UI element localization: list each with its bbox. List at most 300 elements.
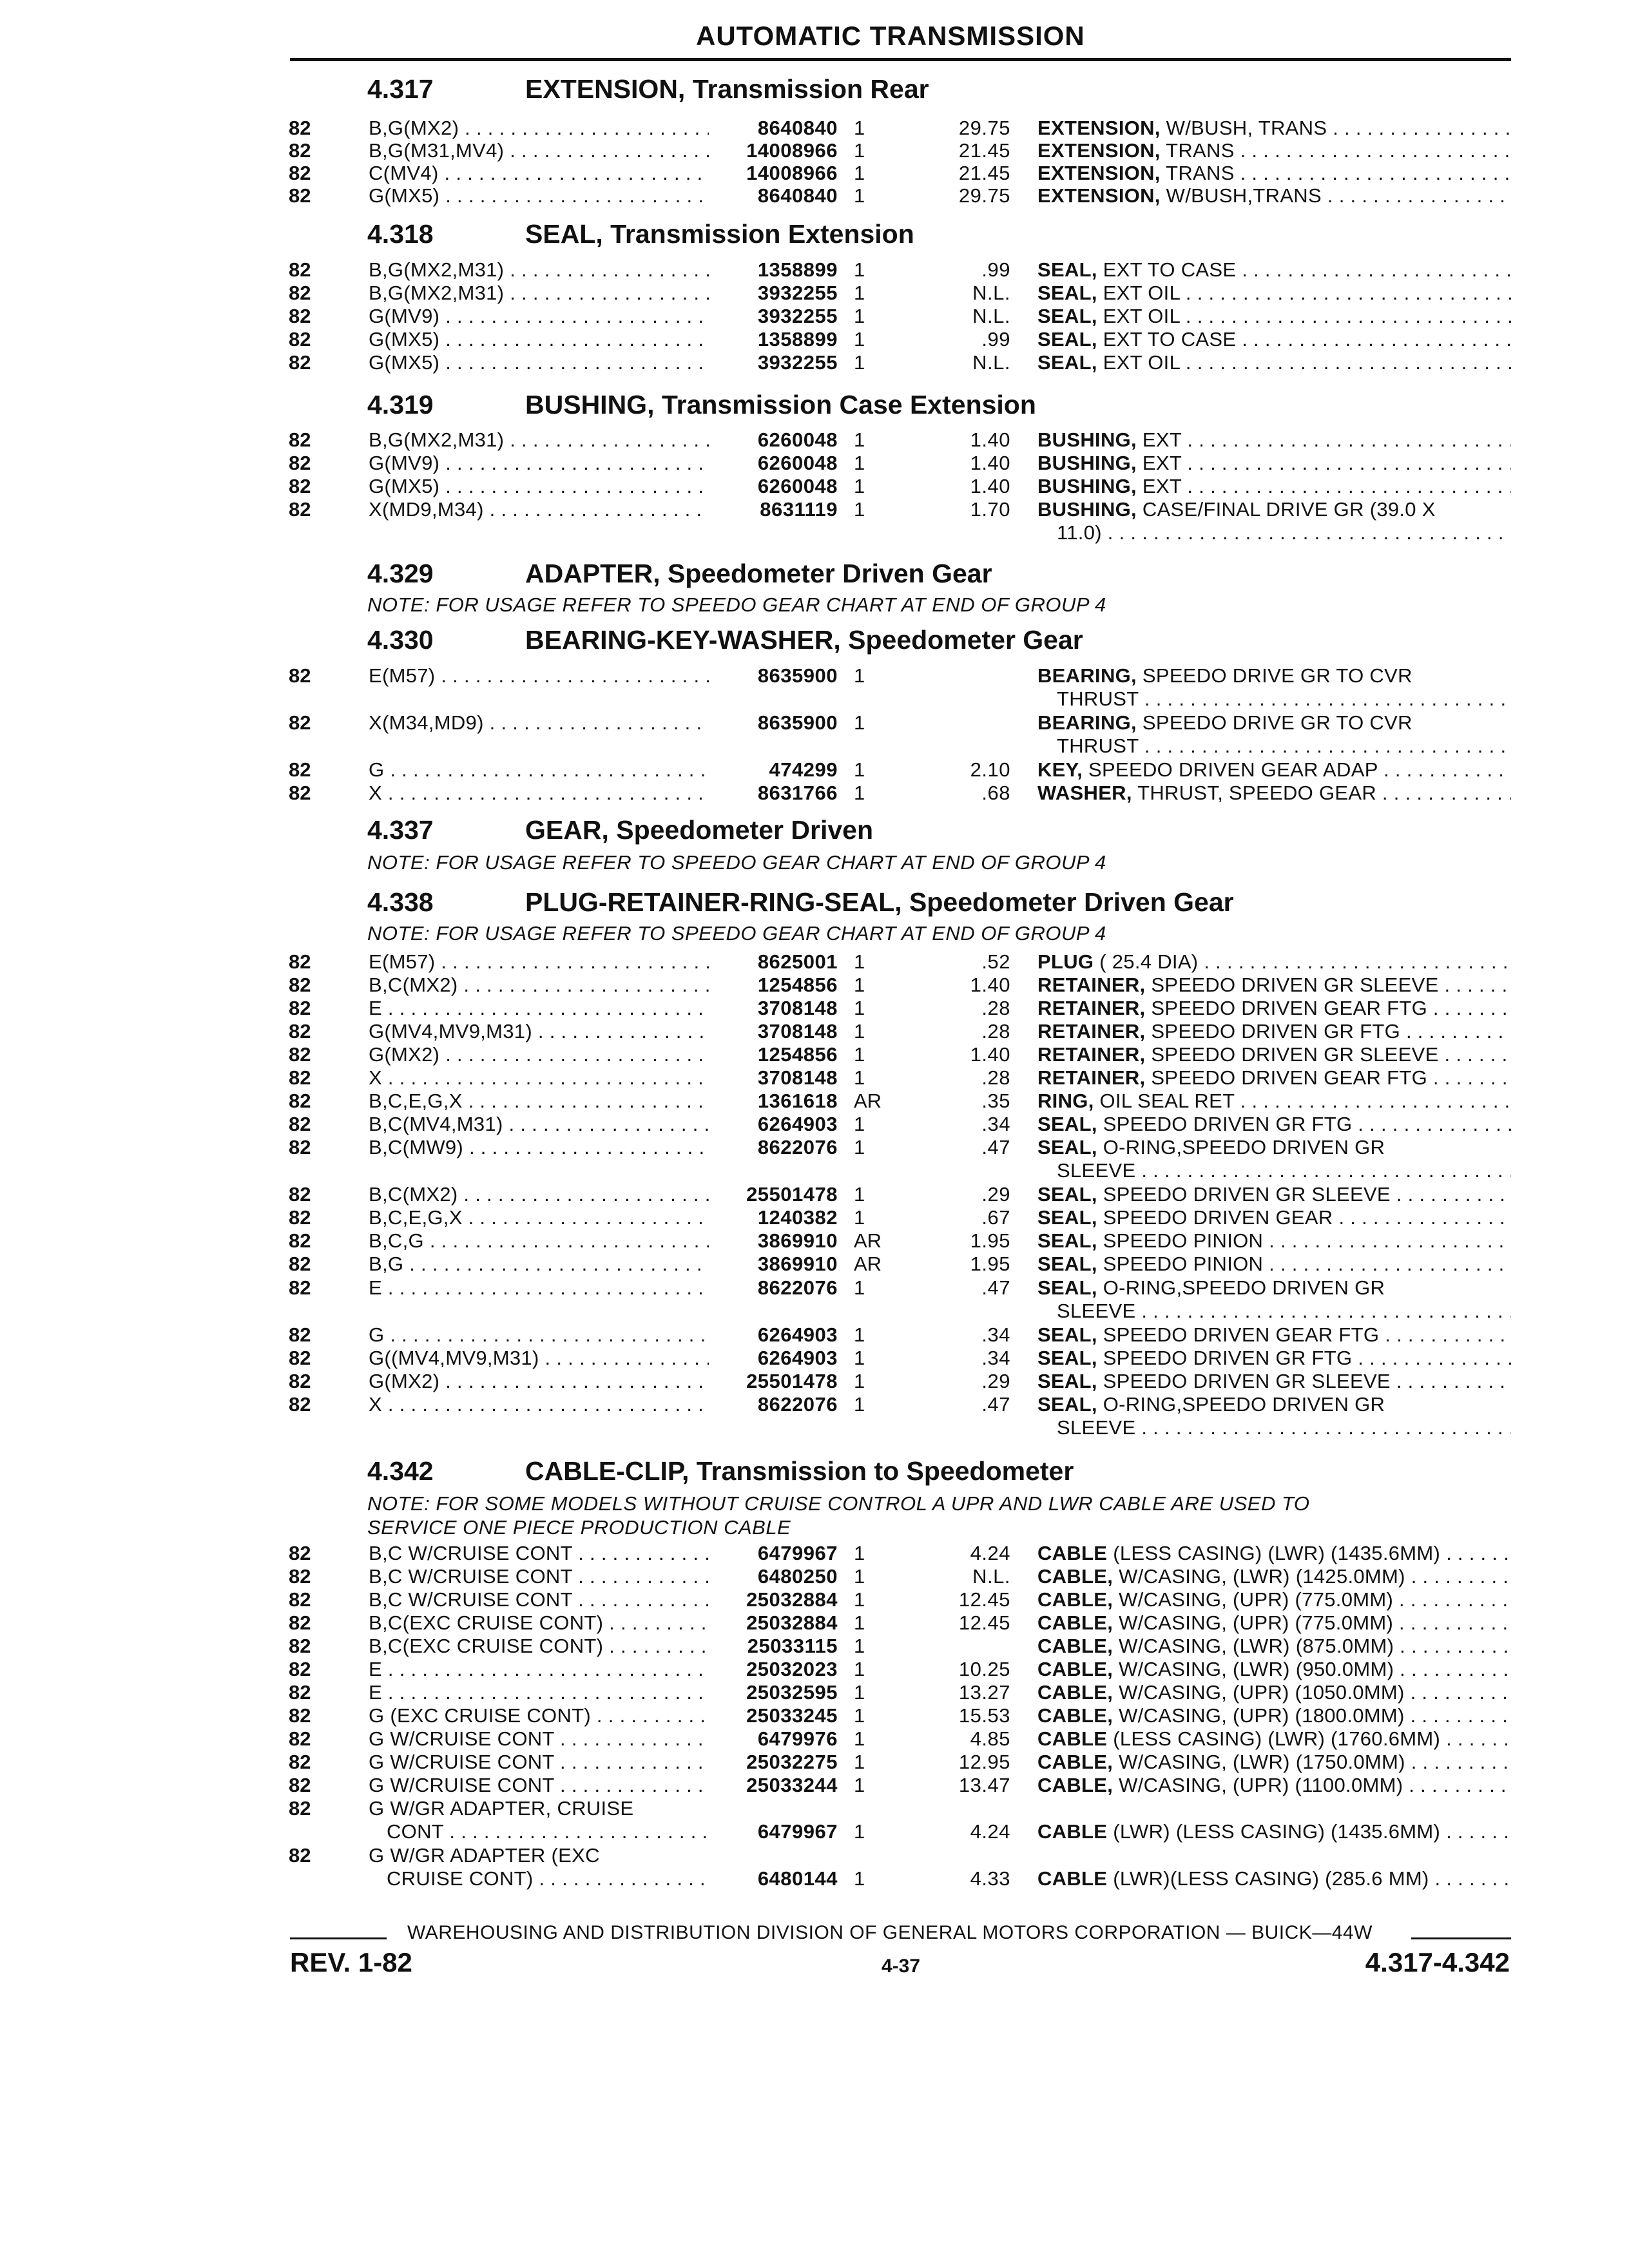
quantity: 1 — [854, 1681, 865, 1704]
part-detail: EXT OIL — [1097, 351, 1180, 374]
model-application: G (EXC CRUISE CONT) . . . — [369, 1704, 709, 1727]
part-number: 3708148 — [757, 1020, 838, 1043]
part-description — [1037, 1680, 1511, 1704]
part-number: 6260048 — [757, 475, 838, 497]
part-description — [1037, 1867, 1511, 1890]
part-description-cont: SLEEVE . . . — [1057, 1416, 1511, 1439]
part-detail: SPEEDO DRIVEN GR FTG — [1145, 1020, 1401, 1043]
part-detail: EXT — [1136, 475, 1182, 497]
part-number: 25033115 — [747, 1635, 838, 1657]
quantity: 1 — [854, 1704, 865, 1727]
model-application: G(MV9) . . . — [369, 451, 709, 475]
model-year: 82 — [289, 328, 311, 351]
part-row — [0, 1773, 1629, 1799]
part-name: CABLE, — [1037, 1565, 1113, 1588]
part-row — [0, 1392, 1629, 1439]
model-application: E(M57) . . . — [369, 664, 709, 687]
quantity: 1 — [854, 475, 865, 497]
section-note-4-342: NOTE: FOR SOME MODELS WITHOUT CRUISE CONTROL A UPR AND LWR CABLE ARE USED TO SERVICE ONE PIECE PRODUCTION CABLE — [367, 1492, 1310, 1539]
model-application: B,G(MX2,M31) . . . — [369, 258, 709, 282]
part-number: 3932255 — [757, 305, 838, 327]
model-application-cont: CRUISE CONT) . . . — [387, 1867, 709, 1890]
price: .99 — [981, 258, 1010, 281]
model-year: 82 — [289, 1229, 311, 1252]
part-name: CABLE, — [1037, 1704, 1113, 1727]
quantity: 1 — [854, 305, 865, 327]
price: 13.27 — [958, 1681, 1010, 1704]
model-application: C(MV4) . . . — [369, 161, 709, 185]
part-row — [0, 996, 1629, 1022]
part-name: EXTENSION, — [1037, 117, 1161, 139]
part-number: 1361618 — [757, 1090, 838, 1112]
part-detail: W/CASING, (LWR) (875.0MM) — [1113, 1635, 1394, 1657]
price: .47 — [981, 1393, 1010, 1416]
model-application: B,G(MX2) . . . — [369, 116, 709, 140]
part-row — [0, 1634, 1629, 1660]
part-detail: ( 25.4 DIA) — [1094, 950, 1199, 973]
part-description — [1037, 1112, 1511, 1136]
quantity: 1 — [854, 664, 865, 687]
model-application: G W/GR ADAPTER (EXC — [369, 1844, 600, 1867]
part-number: 3932255 — [757, 351, 838, 374]
part-description-cont: THRUST . . . — [1057, 734, 1511, 758]
part-description — [1037, 474, 1511, 498]
part-description — [1037, 1182, 1511, 1206]
part-row — [0, 1704, 1629, 1729]
part-detail: W/CASING, (LWR) (950.0MM) — [1113, 1658, 1394, 1680]
part-description — [1037, 1750, 1511, 1774]
model-application: B,C(MX2) . . . — [369, 973, 709, 997]
part-name: CABLE, — [1037, 1635, 1113, 1657]
part-detail: SPEEDO DRIVEN GR FTG — [1097, 1347, 1353, 1369]
part-row — [0, 1657, 1629, 1683]
part-detail: O-RING,SPEEDO DRIVEN GR — [1097, 1393, 1385, 1416]
part-row — [0, 161, 1629, 187]
part-row — [0, 1843, 1629, 1890]
part-row — [0, 428, 1629, 454]
part-description — [1037, 1252, 1511, 1276]
price: .29 — [981, 1183, 1010, 1206]
part-detail: CASE/FINAL DRIVE GR (39.0 X — [1136, 498, 1436, 521]
part-number: 1358899 — [757, 258, 838, 281]
part-row — [0, 116, 1629, 142]
part-description — [1037, 1135, 1511, 1159]
model-year: 82 — [289, 1542, 311, 1564]
part-name: SEAL, — [1037, 1206, 1097, 1229]
part-row — [0, 139, 1629, 164]
model-application: G . . . — [369, 1323, 709, 1347]
model-application: G W/CRUISE CONT . . . — [369, 1773, 709, 1797]
model-application: G(MV9) . . . — [369, 304, 709, 328]
part-description — [1037, 1820, 1511, 1843]
quantity: 1 — [854, 162, 865, 184]
part-name: SEAL, — [1037, 1113, 1097, 1135]
part-number: 25032275 — [746, 1751, 838, 1773]
model-application: E . . . — [369, 1276, 709, 1300]
model-application: E . . . — [369, 996, 709, 1020]
price: .68 — [981, 782, 1010, 804]
quantity: 1 — [854, 328, 865, 351]
model-year: 82 — [289, 1136, 311, 1158]
model-application: X . . . — [369, 1066, 709, 1090]
price: 1.40 — [970, 974, 1010, 996]
part-name: CABLE, — [1037, 1588, 1113, 1611]
part-name: SEAL, — [1037, 282, 1097, 304]
price: N.L. — [972, 282, 1010, 304]
part-description — [1037, 139, 1511, 162]
part-detail: W/BUSH, TRANS — [1160, 117, 1327, 139]
price: .28 — [981, 997, 1010, 1019]
part-number: 6479976 — [757, 1727, 838, 1750]
model-year: 82 — [289, 1323, 311, 1346]
part-name: RETAINER, — [1037, 974, 1146, 996]
model-year: 82 — [289, 1704, 311, 1727]
price: 1.95 — [970, 1253, 1010, 1275]
part-row — [0, 1564, 1629, 1590]
quantity: AR — [854, 1090, 882, 1112]
part-name: RETAINER, — [1037, 1066, 1146, 1089]
price: .47 — [981, 1276, 1010, 1299]
model-application: X . . . — [369, 1392, 709, 1416]
model-application: G(MX2) . . . — [369, 1369, 709, 1393]
quantity: 1 — [854, 1588, 865, 1611]
quantity: 1 — [854, 974, 865, 996]
part-detail: SPEEDO DRIVEN GEAR FTG — [1145, 1066, 1427, 1089]
section-title: GEAR, Speedometer Driven — [525, 815, 873, 845]
part-row — [0, 327, 1629, 353]
part-name: CABLE — [1037, 1727, 1108, 1750]
model-year: 82 — [289, 117, 311, 139]
model-year: 82 — [289, 1635, 311, 1657]
part-row — [0, 1252, 1629, 1278]
part-row — [0, 1043, 1629, 1068]
section-number: 4.338 — [367, 887, 434, 917]
part-number: 25032595 — [746, 1681, 838, 1704]
model-year: 82 — [289, 1588, 311, 1611]
part-description — [1037, 1564, 1511, 1588]
revision-label: REV. 1-82 — [290, 1947, 412, 1977]
price: 29.75 — [958, 117, 1010, 139]
model-application: G W/GR ADAPTER, CRUISE — [369, 1797, 634, 1820]
part-name: SEAL, — [1037, 1370, 1097, 1392]
part-description — [1037, 304, 1511, 328]
part-description — [1037, 1588, 1511, 1611]
part-detail: EXT OIL — [1097, 305, 1180, 327]
price: 21.45 — [958, 162, 1010, 184]
model-application: E . . . — [369, 1680, 709, 1704]
part-row — [0, 1066, 1629, 1091]
part-description-cont: SLEEVE . . . — [1057, 1158, 1511, 1182]
price: 15.53 — [958, 1704, 1010, 1727]
part-description — [1037, 1369, 1511, 1393]
model-application: E . . . — [369, 1657, 709, 1681]
price: .35 — [981, 1090, 1010, 1112]
price: N.L. — [972, 305, 1010, 327]
model-year: 82 — [289, 1658, 311, 1680]
model-year: 82 — [289, 1393, 311, 1416]
quantity: 1 — [854, 258, 865, 281]
quantity: 1 — [854, 711, 865, 734]
model-application: G(MV4,MV9,M31) . . . — [369, 1019, 709, 1043]
model-application: X(M34,MD9) . . . — [369, 711, 709, 735]
part-number: 8635900 — [757, 664, 838, 687]
part-number: 6479967 — [757, 1542, 838, 1564]
part-description — [1037, 451, 1511, 475]
part-name: SEAL, — [1037, 1183, 1097, 1206]
part-number: 6264903 — [757, 1347, 838, 1369]
model-year: 82 — [289, 664, 311, 687]
quantity: 1 — [854, 117, 865, 139]
price: 2.10 — [970, 758, 1010, 781]
price: .52 — [981, 950, 1010, 973]
price: 1.40 — [970, 428, 1010, 451]
part-detail: SPEEDO DRIVEN GEAR FTG — [1145, 997, 1427, 1019]
model-application: G . . . — [369, 758, 709, 782]
part-name: WASHER, — [1037, 782, 1132, 804]
part-description — [1037, 1773, 1511, 1797]
section-title: BUSHING, Transmission Case Extension — [525, 390, 1036, 419]
part-description — [1037, 258, 1511, 282]
model-year: 82 — [289, 428, 311, 451]
part-number: 25033245 — [746, 1704, 838, 1727]
model-year: 82 — [289, 1113, 311, 1135]
model-application: G(MX5) . . . — [369, 474, 709, 498]
model-year: 82 — [289, 711, 311, 734]
model-application: B,C(EXC CRUISE CONT) . . . — [369, 1634, 709, 1658]
part-row — [0, 1346, 1629, 1372]
part-row — [0, 664, 1629, 710]
part-number: 6260048 — [757, 428, 838, 451]
footer-division: WAREHOUSING AND DISTRIBUTION DIVISION OF GENERAL MOTORS CORPORATION — BUICK—44W — [407, 1922, 1373, 1943]
model-year: 82 — [289, 1253, 311, 1275]
model-year: 82 — [289, 997, 311, 1019]
model-year: 82 — [289, 1043, 311, 1066]
model-application: B,C W/CRUISE CONT . . . — [369, 1588, 709, 1611]
model-year: 82 — [289, 1844, 311, 1867]
part-description — [1037, 428, 1511, 452]
model-application: B,G . . . — [369, 1252, 709, 1276]
section-range: 4.317-4.342 — [1365, 1947, 1510, 1977]
price: 12.45 — [958, 1611, 1010, 1634]
quantity: 1 — [854, 1276, 865, 1299]
part-detail: SPEEDO DRIVE GR TO CVR — [1136, 711, 1412, 734]
model-application: G(MX5) . . . — [369, 327, 709, 351]
part-number: 8622076 — [757, 1276, 838, 1299]
part-detail: SPEEDO DRIVE GR TO CVR — [1136, 664, 1412, 687]
part-detail: THRUST, SPEEDO GEAR — [1132, 782, 1377, 804]
footer-rule-right — [1411, 1937, 1511, 1939]
price: N.L. — [972, 1565, 1010, 1588]
part-number: 3708148 — [757, 1066, 838, 1089]
part-number: 8625001 — [757, 950, 838, 973]
part-description — [1037, 1066, 1511, 1090]
quantity: 1 — [854, 351, 865, 374]
quantity: 1 — [854, 1347, 865, 1369]
part-description — [1037, 1089, 1511, 1113]
part-number: 6264903 — [757, 1113, 838, 1135]
part-description — [1037, 1392, 1511, 1416]
quantity: 1 — [854, 997, 865, 1019]
part-number: 1254856 — [757, 974, 838, 996]
price: 21.45 — [958, 139, 1010, 162]
quantity: 1 — [854, 1820, 865, 1843]
part-name: CABLE, — [1037, 1658, 1113, 1680]
part-description — [1037, 1541, 1511, 1565]
part-number: 1254856 — [757, 1043, 838, 1066]
quantity: 1 — [854, 950, 865, 973]
part-description — [1037, 184, 1511, 207]
part-description — [1037, 1276, 1511, 1300]
model-year: 82 — [289, 950, 311, 973]
part-number: 25032884 — [746, 1588, 838, 1611]
model-year: 82 — [289, 1681, 311, 1704]
model-year: 82 — [289, 139, 311, 162]
quantity: 1 — [854, 1066, 865, 1089]
part-number: 25033244 — [746, 1774, 838, 1796]
part-description — [1037, 1634, 1511, 1658]
quantity: 1 — [854, 1183, 865, 1206]
model-application: X . . . — [369, 781, 709, 805]
quantity: 1 — [854, 758, 865, 781]
model-year: 82 — [289, 758, 311, 781]
model-year: 82 — [289, 162, 311, 184]
model-application: B,C,G . . . — [369, 1229, 709, 1253]
part-name: BUSHING, — [1037, 428, 1137, 451]
price: .28 — [981, 1020, 1010, 1043]
part-row — [0, 1727, 1629, 1753]
part-number: 25501478 — [746, 1370, 838, 1392]
part-row — [0, 1680, 1629, 1706]
quantity: 1 — [854, 184, 865, 207]
section-number: 4.329 — [367, 559, 434, 588]
model-year: 82 — [289, 1370, 311, 1392]
model-year: 82 — [289, 1276, 311, 1299]
model-application: B,C W/CRUISE CONT . . . — [369, 1564, 709, 1588]
part-row — [0, 973, 1629, 999]
part-detail: W/CASING, (UPR) (1100.0MM) — [1113, 1774, 1403, 1796]
part-detail: EXT — [1136, 428, 1182, 451]
price: .34 — [981, 1113, 1010, 1135]
part-description — [1037, 497, 1511, 521]
quantity: 1 — [854, 1020, 865, 1043]
part-name: CABLE — [1037, 1820, 1108, 1843]
part-detail: W/CASING, (UPR) (1800.0MM) — [1113, 1704, 1405, 1727]
price: 1.40 — [970, 1043, 1010, 1066]
price: .34 — [981, 1323, 1010, 1346]
part-number: 3932255 — [757, 282, 838, 304]
part-number: 3708148 — [757, 997, 838, 1019]
model-application: B,C(MV4,M31) . . . — [369, 1112, 709, 1136]
price: .67 — [981, 1206, 1010, 1229]
part-name: SEAL, — [1037, 1347, 1097, 1369]
price: 12.95 — [958, 1751, 1010, 1773]
part-row — [0, 1206, 1629, 1231]
part-description — [1037, 950, 1511, 974]
part-name: KEY, — [1037, 758, 1083, 781]
part-name: SEAL, — [1037, 258, 1097, 281]
price: 1.40 — [970, 475, 1010, 497]
section-note-4-338: NOTE: FOR USAGE REFER TO SPEEDO GEAR CHART AT END OF GROUP 4 — [367, 922, 1106, 945]
part-name: RETAINER, — [1037, 1043, 1146, 1066]
part-detail: SPEEDO PINION — [1097, 1253, 1264, 1275]
price: 4.24 — [970, 1820, 1010, 1843]
page-header-title: AUTOMATIC TRANSMISSION — [696, 21, 1085, 51]
part-number: 8631119 — [760, 498, 838, 521]
part-description — [1037, 1019, 1511, 1043]
part-number: 8622076 — [757, 1393, 838, 1416]
price: .47 — [981, 1136, 1010, 1158]
model-year: 82 — [289, 1090, 311, 1112]
model-year: 82 — [289, 1206, 311, 1229]
quantity: 1 — [854, 452, 865, 474]
part-description — [1037, 1727, 1511, 1751]
part-name: CABLE — [1037, 1542, 1108, 1564]
quantity: 1 — [854, 1542, 865, 1564]
part-detail: TRANS — [1160, 162, 1235, 184]
price: 4.85 — [970, 1727, 1010, 1750]
part-description — [1037, 996, 1511, 1020]
quantity: 1 — [854, 1727, 865, 1750]
price: 29.75 — [958, 184, 1010, 207]
part-detail: SPEEDO DRIVEN GEAR — [1097, 1206, 1333, 1229]
part-name: SEAL, — [1037, 1393, 1097, 1416]
model-application: B,G(MX2,M31) . . . — [369, 428, 709, 452]
price: 4.33 — [970, 1867, 1010, 1890]
quantity: 1 — [854, 1370, 865, 1392]
part-name: CABLE, — [1037, 1681, 1113, 1704]
part-row — [0, 1182, 1629, 1208]
part-row — [0, 711, 1629, 757]
part-detail: EXT — [1136, 452, 1182, 474]
model-application: B,C,E,G,X . . . — [369, 1089, 709, 1113]
part-description-cont: THRUST . . . — [1057, 687, 1511, 711]
part-row — [0, 281, 1629, 307]
model-year: 82 — [289, 351, 311, 374]
part-row — [0, 258, 1629, 284]
model-application: G((MV4,MV9,M31) . . . — [369, 1346, 709, 1370]
part-detail: W/CASING, (UPR) (775.0MM) — [1113, 1611, 1394, 1634]
part-name: BUSHING, — [1037, 498, 1137, 521]
part-description — [1037, 1611, 1511, 1635]
model-application: G(MX2) . . . — [369, 1043, 709, 1066]
part-detail: O-RING,SPEEDO DRIVEN GR — [1097, 1136, 1385, 1158]
model-year: 82 — [289, 1347, 311, 1369]
quantity: 1 — [854, 1136, 865, 1158]
section-number: 4.317 — [367, 74, 434, 104]
model-application: G W/CRUISE CONT . . . — [369, 1750, 709, 1774]
model-year: 82 — [289, 1020, 311, 1043]
part-row — [0, 1369, 1629, 1395]
part-number: 474299 — [769, 758, 838, 781]
part-detail: W/CASING, (UPR) (775.0MM) — [1113, 1588, 1394, 1611]
part-row — [0, 351, 1629, 376]
part-description — [1037, 327, 1511, 351]
part-detail: (LESS CASING) (LWR) (1435.6MM) — [1107, 1542, 1441, 1564]
part-name: SEAL, — [1037, 1136, 1097, 1158]
model-year: 82 — [289, 974, 311, 996]
quantity: AR — [854, 1253, 882, 1275]
part-name: EXTENSION, — [1037, 162, 1161, 184]
part-number: 6480144 — [757, 1867, 838, 1890]
part-description — [1037, 1704, 1511, 1727]
part-number: 8640840 — [757, 117, 838, 139]
quantity: 1 — [854, 428, 865, 451]
part-row — [0, 1135, 1629, 1182]
part-description — [1037, 1346, 1511, 1370]
part-description — [1037, 758, 1511, 782]
part-row — [0, 781, 1629, 807]
part-number: 8622076 — [757, 1136, 838, 1158]
